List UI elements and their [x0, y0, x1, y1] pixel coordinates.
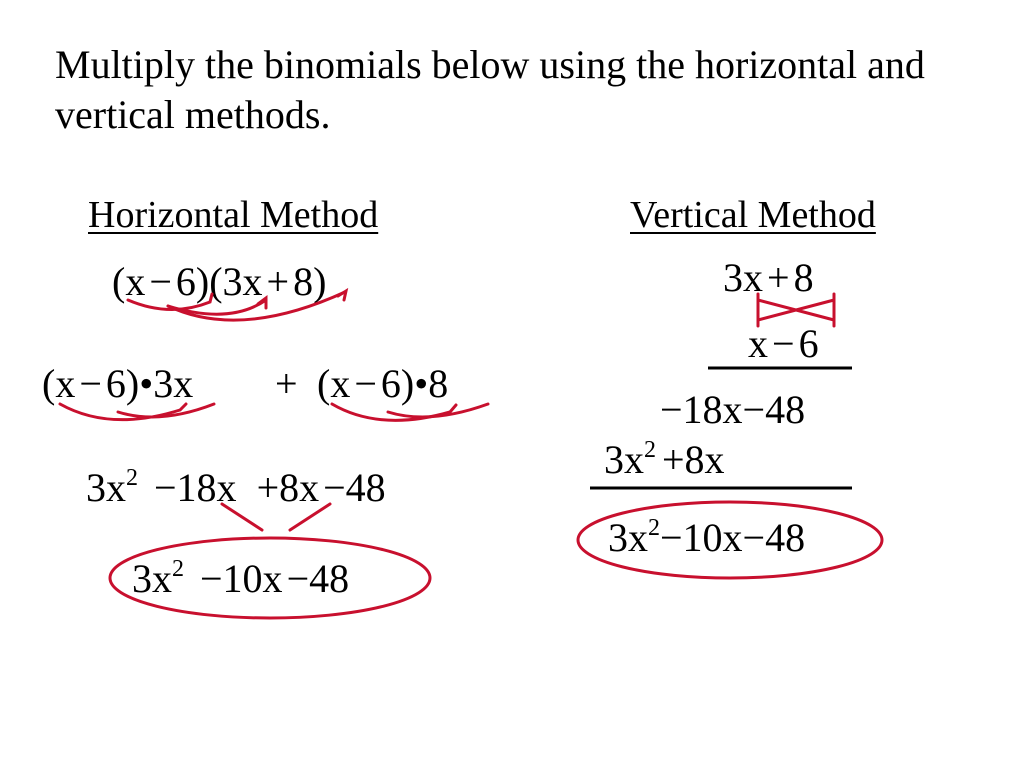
- h-result-coef: 3x: [132, 556, 172, 601]
- h1-rparen: ): [313, 259, 327, 304]
- h-result-exp: 2: [172, 556, 184, 582]
- v-bottom-x: x: [748, 321, 768, 366]
- horizontal-distribute-plus: +: [275, 361, 298, 406]
- h2l-lparen: (: [42, 361, 56, 406]
- vertical-partial-product-1: −18x−48: [660, 387, 806, 432]
- v-top-3x: 3x: [723, 255, 763, 300]
- h3-coef: 3x: [86, 465, 126, 510]
- v-result-exp: 2: [648, 515, 660, 541]
- horizontal-result: [132, 557, 349, 599]
- vertical-result: [608, 516, 805, 558]
- h2r-rparen: ): [400, 361, 415, 406]
- vertical-partial-product-2: [604, 438, 725, 480]
- v-result-rest: −10x−48: [660, 515, 806, 560]
- h3-term-neg48: −48: [323, 465, 386, 510]
- h2l-x: x: [55, 361, 76, 406]
- arc-left-x: [60, 404, 186, 420]
- h1-mid-parens: )(: [195, 259, 223, 304]
- h1-minus: −: [149, 259, 172, 304]
- h-result-neg48: −48: [286, 556, 350, 601]
- horizontal-distribute-left: [42, 361, 194, 406]
- vertical-bottom-binomial: [748, 321, 819, 366]
- h1-3x: 3x: [222, 259, 263, 304]
- instruction-text: Multiply the binomials below using the horizontal and vertical methods.: [55, 42, 925, 137]
- h2l-factor: 3x: [153, 361, 194, 406]
- horizontal-distribute-right: [317, 361, 449, 406]
- h2r-six: 6: [380, 361, 401, 406]
- h2l-minus: −: [79, 361, 102, 406]
- h2l-rparen: ): [125, 361, 140, 406]
- v-p2-plus8x: +8x: [662, 437, 725, 482]
- h1-lparen: (: [112, 259, 126, 304]
- h2r-x: x: [330, 361, 351, 406]
- vertical-method-heading: Vertical Method: [630, 194, 876, 236]
- v-p2-exp: 2: [644, 437, 656, 463]
- h3-term-plus8x: +8x: [256, 465, 320, 510]
- horizontal-binomial-product: [112, 259, 327, 304]
- v-top-plus: +: [767, 255, 790, 300]
- h1-plus: +: [266, 259, 290, 304]
- h2l-six: 6: [105, 361, 126, 406]
- h3-exp: 2: [126, 465, 138, 491]
- v-bottom-6: 6: [798, 321, 819, 366]
- h2r-dot: •: [414, 361, 429, 406]
- v-bottom-minus: −: [772, 321, 795, 366]
- v-top-8: 8: [793, 255, 814, 300]
- h1-six: 6: [175, 259, 196, 304]
- v-p2-coef: 3x: [604, 437, 644, 482]
- arrowhead-to-8: [338, 291, 346, 300]
- v-result-coef: 3x: [608, 515, 648, 560]
- h2l-dot: •: [139, 361, 154, 406]
- arc-right-x: [332, 404, 456, 420]
- h2r-lparen: (: [317, 361, 331, 406]
- horizontal-method-heading: Horizontal Method: [88, 194, 379, 236]
- horizontal-expanded-terms: [86, 466, 386, 508]
- h2r-minus: −: [354, 361, 377, 406]
- h2r-factor: 8: [428, 361, 449, 406]
- vertical-top-binomial: [723, 255, 814, 300]
- h3-term-neg18x: −18x: [154, 465, 237, 510]
- h-result-neg10x: −10x: [200, 556, 283, 601]
- h1-eight: 8: [293, 259, 314, 304]
- h1-x: x: [125, 259, 146, 304]
